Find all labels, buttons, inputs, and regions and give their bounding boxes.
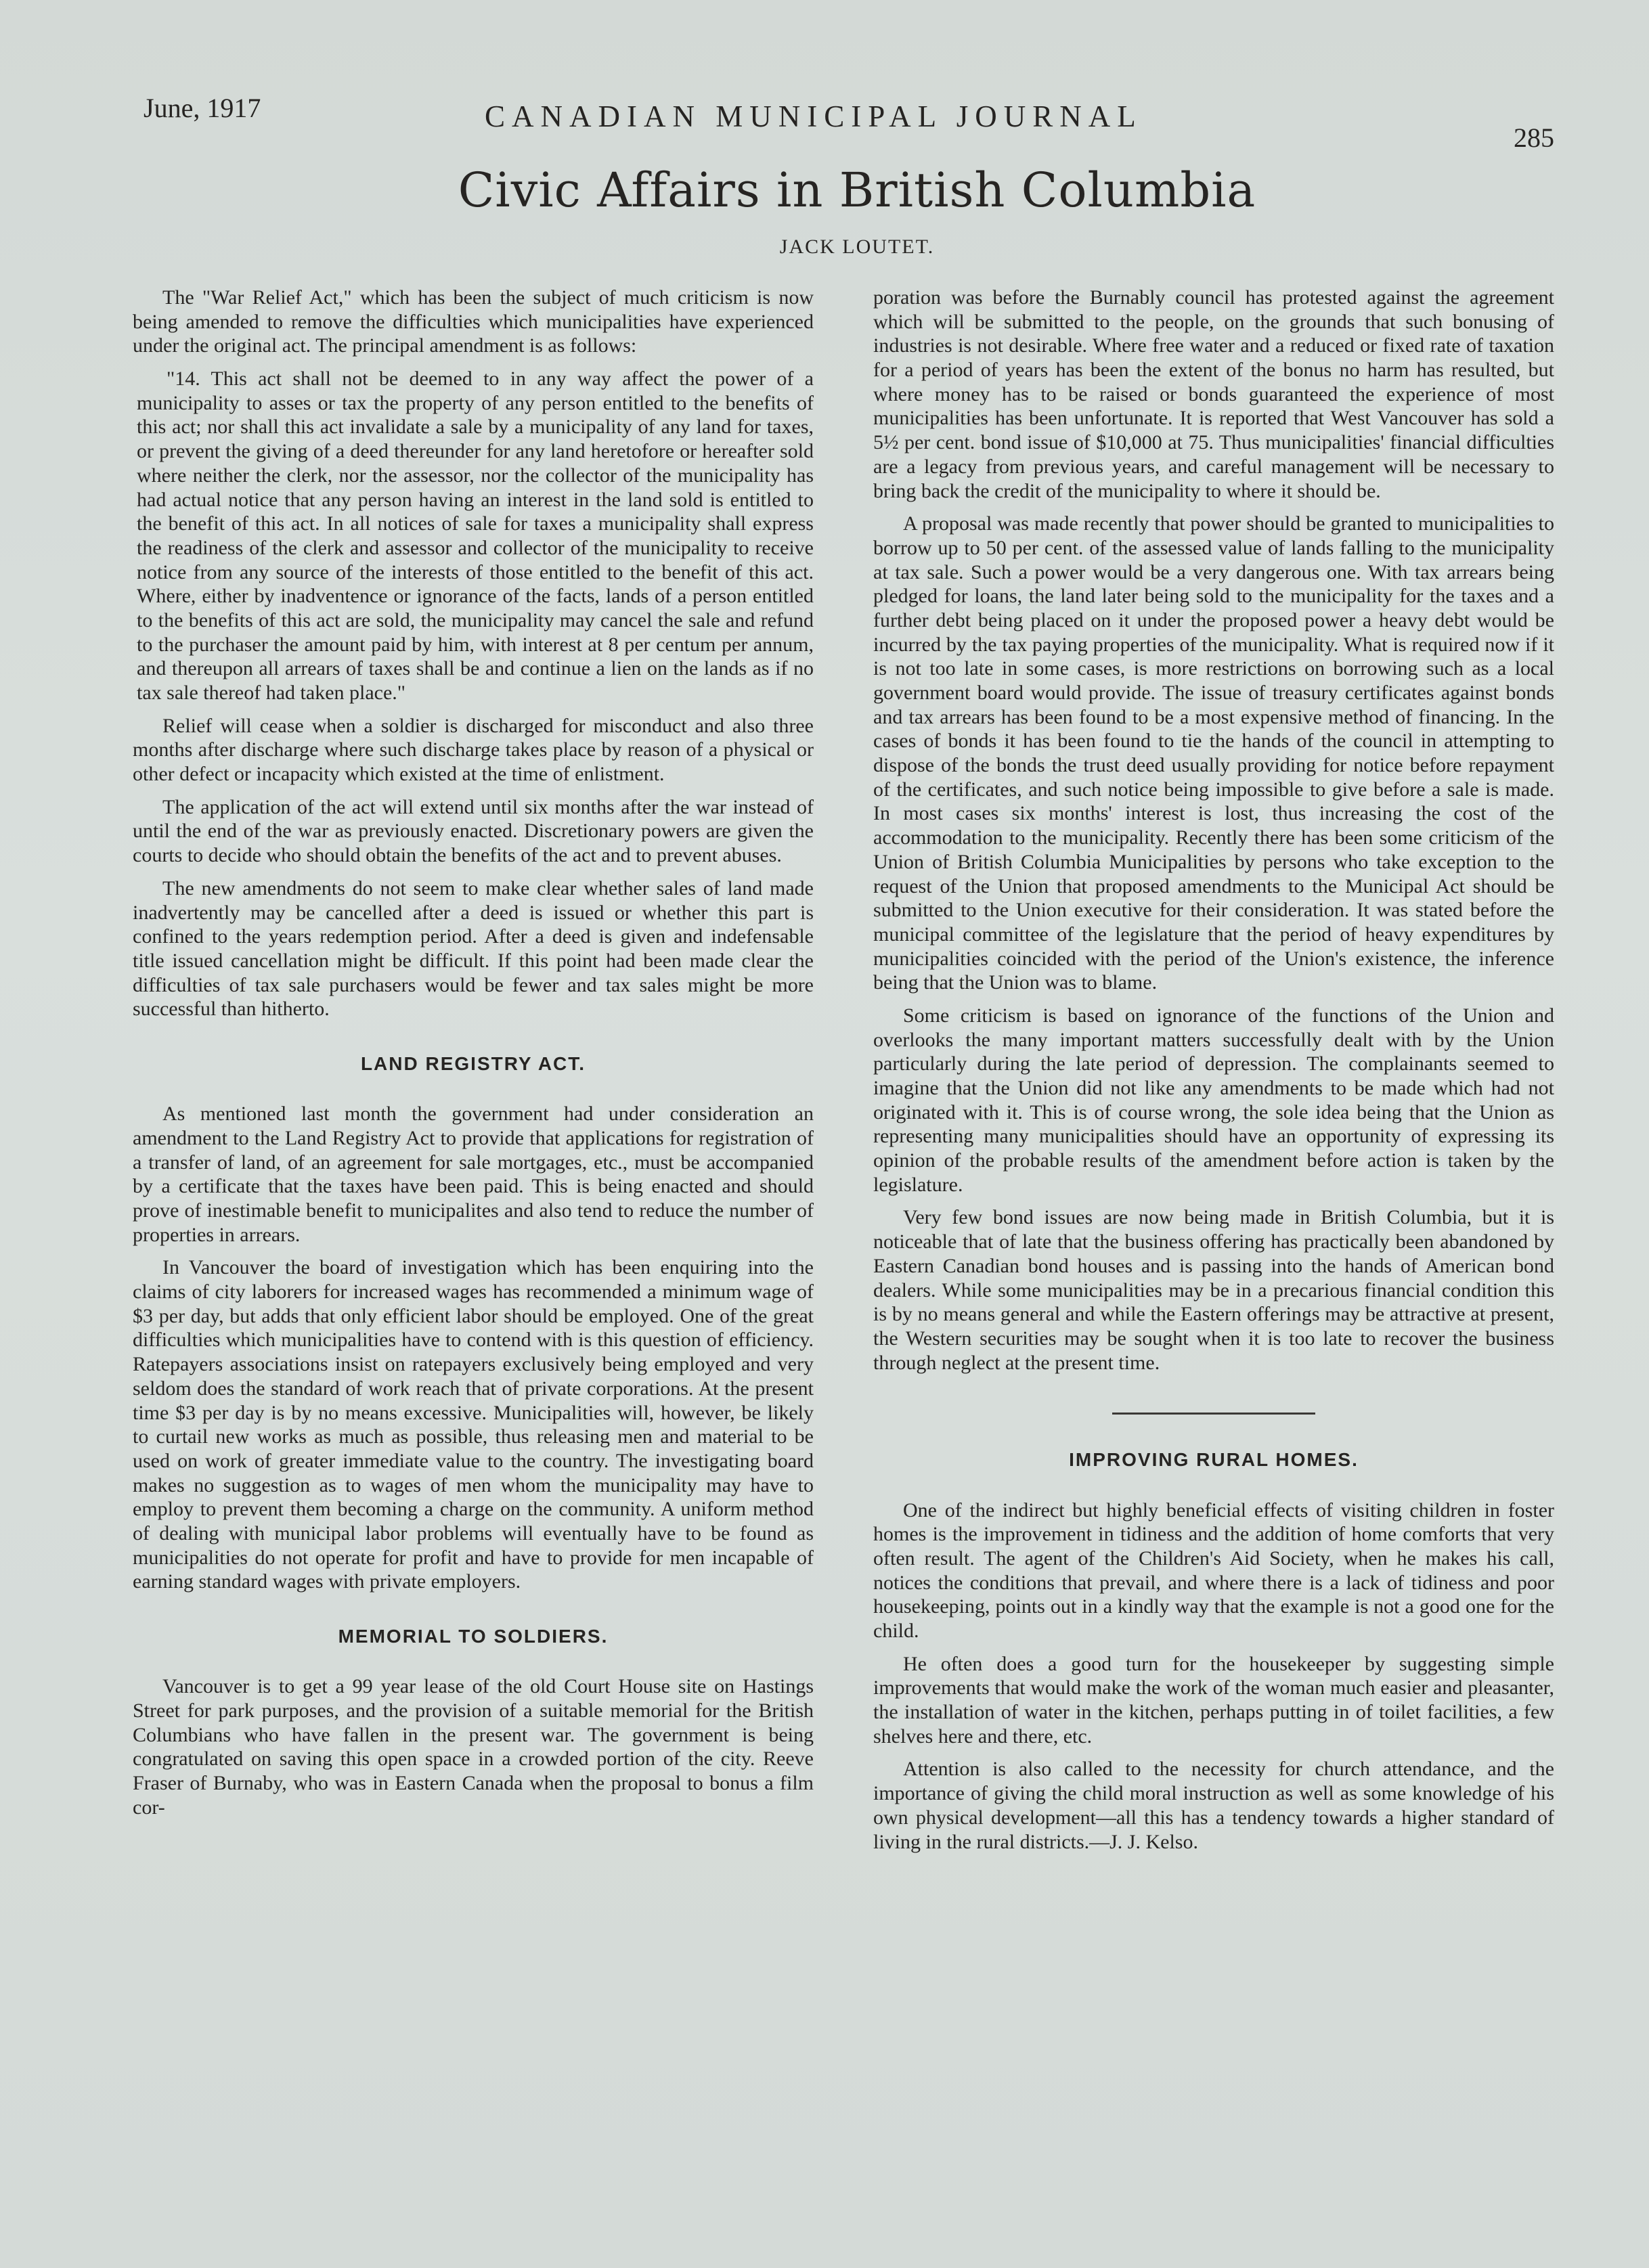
journal-name: CANADIAN MUNICIPAL JOURNAL xyxy=(485,99,1143,133)
paragraph: Some criticism is based on ignorance of the functions of the Union and overlooks the many important matters successfully dealt with by the Union particularly during the late period of depression. The complainants seemed to imagine that the Union did not like any amendments to be made which had not originated with it. This is of course wrong, the sole idea being that the Union as representing many municipalities should have an opportunity of expressing its opinion of the probable results of the amendment before action is taken by the legislature. xyxy=(873,1004,1554,1196)
article-author: JACK LOUTET. xyxy=(779,236,935,258)
paragraph: The application of the act will extend until six months after the war instead of until the end of the war as previously enacted. Discretionary powers are given the courts to decide who should obtain the benefits of the act and to prevent abuses. xyxy=(133,795,814,867)
paragraph: Very few bond issues are now being made in British Columbia, but it is noticeable that of late that the business offering has practically been abandoned by Eastern Canadian bond houses and is passing into the hands of American bond dealers. While some municipalities may be in a precarious financial condition this is by no means general and while the Eastern offerings may be attractive at present, the Western securities may be sought when it is too late to recover the business through neglect at the present time. xyxy=(873,1206,1554,1374)
paragraph: He often does a good turn for the housekeeper by suggesting simple improvements that would make the work of the woman much easier and pleasanter, the installation of water in the kitchen, perhaps putting in of toilet facilities, a few shelves here and there, etc. xyxy=(873,1652,1554,1748)
paragraph: In Vancouver the board of investigation which has been enquiring into the claims of city laborers for increased wages has recommended a minimum wage of $3 per day, but adds that only efficient labor should be employed. One of the great difficulties which municipalities have to contend with is this question of efficiency. Ratepayers associations insist on ratepayers exclusively being employed and very seldom does the standard of work reach that of private corporations. At the present time $3 per day is by no means excessive. Municipalities will, however, be likely to curtail new works as much as possible, thus releasing men and material to be used on work of greater immediate value to the country. The investigating board makes no suggestion as to wages of men whom the municipality may have to employ to prevent them becoming a charge on the community. A uniform method of dealing with municipal labor problems will eventually have to be found as municipalities do not operate for profit and have to provide for men incapable of earning standard wages with private employers. xyxy=(133,1256,814,1593)
author-signature: —J. J. Kelso. xyxy=(1089,1830,1198,1853)
paragraph: Vancouver is to get a 99 year lease of the old Court House site on Hastings Street for park purposes, and the provision of a suitable memorial for the British Columbians who have fallen in the present war. The government is being congratulated on saving this open space in a crowded portion of the city. Reeve Fraser of Burnaby, who was in Eastern Canada when the proposal to bonus a film cor- xyxy=(133,1675,814,1819)
paragraph: Relief will cease when a soldier is discharged for misconduct and also three months after discharge where such discharge takes place by reason of a physical or other defect or incapacity which existed at the time of enlistment. xyxy=(133,714,814,786)
paragraph-text: Attention is also called to the necessity for church attendance, and the importance of giving the child moral instruction as well as some knowledge of his own physical development—all this has a tendency towards a higher standard of living in the rural districts. xyxy=(873,1758,1554,1853)
article-title: Civic Affairs in British Columbia xyxy=(458,162,1256,218)
paragraph-continued: poration was before the Burnably council has protested against the agreement which will be submitted to the people, on the grounds that such bonusing of industries is not desirable. Where free water and a reduced or fixed rate of taxation for a period of years has been the extent of the bonus no harm has resulted, but where money has to be raised or bonds guaranteed the experience of most municipalities has been unfortunate. It is reported that West Vancouver has sold a 5½ per cent. bond issue of $10,000 at 75. Thus municipalities' financial difficulties are a legacy from previous years, and careful management will be necessary to bring back the credit of the municipality to where it should be. xyxy=(873,286,1554,502)
paragraph: The new amendments do not seem to make clear whether sales of land made inadvertently may be cancelled after a deed is issued or whether this part is confined to the years redemption period. After a deed is given and indefensable title issued cancellation might be difficult. If this point had been made clear the difficulties of tax sale purchasers would be fewer and tax sales might be more successful than hitherto. xyxy=(133,876,814,1021)
paragraph: As mentioned last month the government had under consideration an amendment to the Land Registry Act to provide that applications for registration of a transfer of land, of an agreement for sale mortgages, etc., must be accompanied by a certificate that the taxes have been paid. This is being enacted and should prove of inestimable benefit to municipalites and also tend to reduce the number of properties in arrears. xyxy=(133,1103,814,1246)
section-heading-land-registry: LAND REGISTRY ACT. xyxy=(360,1052,586,1074)
article-body xyxy=(133,286,1561,1863)
right-column xyxy=(873,286,1554,1863)
left-column xyxy=(133,286,814,1863)
issue-date: June, 1917 xyxy=(144,93,261,123)
section-divider xyxy=(1112,1413,1315,1415)
section-heading-memorial: MEMORIAL TO SOLDIERS. xyxy=(338,1626,609,1647)
paragraph: A proposal was made recently that power should be granted to municipalities to borrow up to 50 per cent. of the assessed value of lands falling to the municipality at tax sale. Such a power would be a very dangerous one. With tax arrears being pledged for loans, the land later being sold to the municipality for the taxes and a further debt being placed on it under the proposed power a heavy debt would be incurred by the tax paying properties of the municipality. What is required now if it is not too late in some cases, is more restrictions on borrowing such as a local government board would provide. The issue of treasury certificates against bonds and tax arrears has been found to be a most expensive method of financing. In the cases of bonds it has been found to tie the hands of the council in attempting to dispose of the bonds the trust deed usually providing for notice before repayment of the certificates, and such notice being impossible to give before a sale is made. In most cases six months' interest is lost, thus increasing the cost of the accommodation to the municipality. Recently there has been some criticism of the Union of British Columbia Municipalities by persons who take exception to the request of the Union that proposed amendments to the Municipal Act should be submitted to the Union executive for their consideration. It was stated before the municipal committee of the legislature that the period of heavy expenditures by municipalities coincided with the period of the Union's existence, the inference being that the Union was to blame. xyxy=(873,512,1554,994)
section-heading-rural-homes: IMPROVING RURAL HOMES. xyxy=(1069,1449,1359,1471)
paragraph: One of the indirect but highly beneficial effects of visiting children in foster homes is the improvement in tidiness and the addition of home comforts that very often result. The agent of the Children's Aid Society, when he makes his call, notices the conditions that prevail, and where there is a lack of tidiness and poor housekeeping, points out in a kindly way that the example is not a good one for the child. xyxy=(873,1498,1554,1642)
page-number: 285 xyxy=(1514,123,1554,153)
paragraph: The "War Relief Act," which has been the subject of much criticism is now being amended to remove the difficulties which municipalities have experienced under the original act. The principal amendment is as follows: xyxy=(133,286,814,357)
paragraph xyxy=(873,1757,1554,1854)
running-head xyxy=(133,87,1561,153)
quoted-amendment: "14. This act shall not be deemed to in any way affect the power of a municipality to asses or tax the property of any person entitled to the benefits of this act; nor shall this act invalidate a sale by a municipality of any land for taxes, or prevent the giving of a deed thereunder for any land heretofore or hereafter sold where neither the clerk, nor the assessor, nor the collector of the municipality has had actual notice that any person having an interest in the land sold is entitled to the benefit of this act. In all notices of sale for taxes a municipality shall express the readiness of the clerk and assessor and collector of the municipality to receive notice from any source of the interests of those entitled to the benefit of this act. Where, either by inadventence or ignorance of the facts, lands of a person entitled to the benefits of this act are sold, the municipality may cancel the sale and refund to the purchaser the amount paid by him, with interest at 8 per centum per annum, and thereupon all arrears of taxes shall be and continue a lien on the lands as if no tax sale thereof had taken place." xyxy=(137,368,814,704)
